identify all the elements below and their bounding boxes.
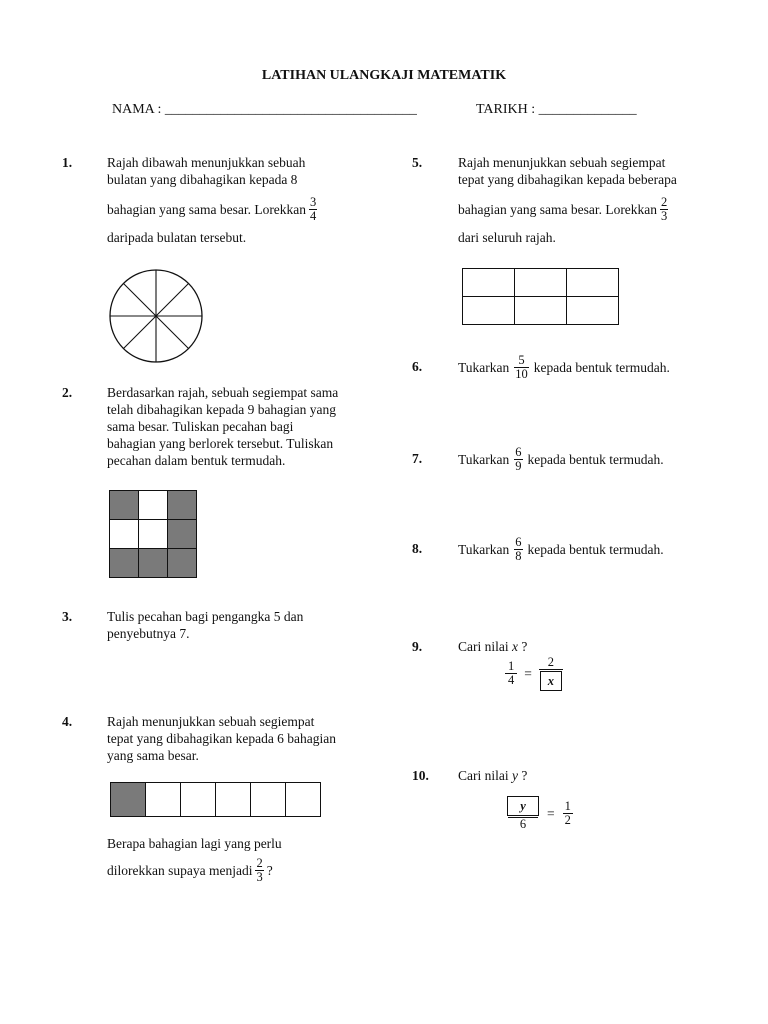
q9-left-denominator: 4 xyxy=(505,673,517,687)
q8-post-text: kepada bentuk termudah. xyxy=(527,541,664,557)
q1-text-line1: Rajah dibawah menunjukkan sebuah xyxy=(107,155,306,170)
q5-cell[interactable] xyxy=(567,297,619,325)
q4-blank-cell[interactable] xyxy=(146,783,181,817)
q2-shaded-cell xyxy=(139,549,168,578)
q9-right-fraction xyxy=(539,656,563,691)
q5-text-line2: tepat yang dibahagikan kepada beberapa xyxy=(458,172,677,187)
q9-equals-sign: = xyxy=(524,665,532,681)
q2-blank-cell xyxy=(139,520,168,549)
q3-number: 3. xyxy=(62,609,73,624)
q1-text-line2: bulatan yang dibahagikan kepada 8 xyxy=(107,172,298,187)
q5-fraction-numerator: 2 xyxy=(661,194,668,209)
q7-fraction-numerator: 6 xyxy=(515,444,522,459)
q4-blank-cell[interactable] xyxy=(181,783,216,817)
q5-cell[interactable] xyxy=(515,269,567,297)
q2-square-grid xyxy=(109,490,197,578)
q10-prompt: Cari nilai xyxy=(458,768,509,783)
q3-text-line1: Tulis pecahan bagi pengangka 5 dan xyxy=(107,609,304,624)
q10-right-denominator: 2 xyxy=(564,813,571,827)
q2-text-line2: telah dibahagikan kepada 9 bahagian yang xyxy=(107,402,337,417)
q2-shaded-cell xyxy=(110,491,139,520)
q2-blank-cell xyxy=(110,520,139,549)
q4-number: 4. xyxy=(62,714,73,729)
q4-text-line5 xyxy=(107,852,273,888)
q5-cell[interactable] xyxy=(463,297,515,325)
q9-left-fraction xyxy=(505,660,517,687)
q1-line3-text: bahagian yang sama besar. Lorekkan xyxy=(107,201,307,217)
worksheet-title: LATIHAN ULANGKAJI MATEMATIK xyxy=(261,68,507,83)
q4-line5-text: dilorekkan supaya menjadi xyxy=(107,862,253,878)
q5-text-line3 xyxy=(458,192,671,226)
q7-number: 7. xyxy=(412,451,423,466)
q2-text-line4: bahagian yang berlorek tersebut. Tuliskan xyxy=(107,436,334,451)
q6-text xyxy=(458,349,670,385)
q10-left-fraction xyxy=(507,796,539,831)
q1-fraction-numerator: 3 xyxy=(310,194,317,209)
q6-fraction-denominator: 10 xyxy=(515,366,528,381)
q8-number: 8. xyxy=(412,541,423,556)
q5-text-line1: Rajah menunjukkan sebuah segiempat xyxy=(458,155,666,170)
q6-post-text: kepada bentuk termudah. xyxy=(533,359,670,375)
q9-right-numerator: 2 xyxy=(547,655,554,669)
q7-text xyxy=(458,441,664,477)
q9-number: 9. xyxy=(412,639,423,654)
q1-text-line4: daripada bulatan tersebut. xyxy=(107,230,247,245)
q5-rectangle-grid xyxy=(462,268,619,325)
q1-fraction-denominator: 4 xyxy=(310,208,317,223)
q5-fraction-denominator: 3 xyxy=(661,208,668,223)
q8-fraction-denominator: 8 xyxy=(515,548,522,563)
q4-shaded-cell xyxy=(111,783,146,817)
q6-pre-text: Tukarkan xyxy=(458,359,510,375)
q7-fraction-denominator: 9 xyxy=(515,458,522,473)
q8-text xyxy=(458,531,664,567)
q4-fraction-numerator: 2 xyxy=(256,855,263,870)
q7-post-text: kepada bentuk termudah. xyxy=(527,451,664,467)
q10-question-mark: ? xyxy=(521,768,528,783)
q8-fraction-numerator: 6 xyxy=(515,534,522,549)
q4-fraction-denominator: 3 xyxy=(256,869,263,884)
q2-text-line3: sama besar. Tuliskan pecahan bagi xyxy=(107,419,294,434)
q9-variable: x xyxy=(512,639,518,654)
q1-fraction xyxy=(309,196,317,223)
q2-text-line1: Berdasarkan rajah, sebuah segiempat sama xyxy=(107,385,339,400)
q10-text xyxy=(458,767,527,784)
q5-line3-text: bahagian yang sama besar. Lorekkan xyxy=(458,201,658,217)
q10-equals-sign: = xyxy=(547,805,555,821)
name-field[interactable]: NAMA : ____________________________________ xyxy=(112,102,417,117)
q3-text-line2: penyebutnya 7. xyxy=(107,626,190,641)
q10-equation xyxy=(504,796,576,831)
q5-text-line4: dari seluruh rajah. xyxy=(458,230,556,245)
q4-text-line3: yang sama besar. xyxy=(107,748,199,763)
q5-cell[interactable] xyxy=(515,297,567,325)
q1-text-line3 xyxy=(107,192,320,226)
q10-left-numerator xyxy=(507,796,539,817)
q10-variable: y xyxy=(512,768,518,783)
q9-right-denominator xyxy=(539,669,563,691)
q4-text-line2: tepat yang dibahagikan kepada 6 bahagian xyxy=(107,731,337,746)
q9-left-numerator: 1 xyxy=(508,659,515,673)
q9-text xyxy=(458,638,527,655)
q4-blank-cell[interactable] xyxy=(216,783,251,817)
q9-answer-box[interactable]: x xyxy=(540,671,562,691)
q5-cell[interactable] xyxy=(463,269,515,297)
q2-shaded-cell xyxy=(168,549,197,578)
q9-prompt: Cari nilai xyxy=(458,639,509,654)
q10-right-numerator: 1 xyxy=(564,799,571,813)
q5-cell[interactable] xyxy=(567,269,619,297)
q10-number: 10. xyxy=(412,768,429,783)
q6-fraction xyxy=(514,354,529,381)
q4-blank-cell[interactable] xyxy=(251,783,286,817)
q6-fraction-numerator: 5 xyxy=(518,352,525,367)
q1-circle-diagram xyxy=(108,268,204,364)
q8-pre-text: Tukarkan xyxy=(458,541,510,557)
q4-rectangle-strip xyxy=(110,782,321,817)
date-field[interactable]: TARIKH : ______________ xyxy=(476,102,637,117)
q2-shaded-cell xyxy=(168,491,197,520)
q4-text-line1: Rajah menunjukkan sebuah segiempat xyxy=(107,714,315,729)
q9-equation xyxy=(502,656,566,691)
q2-shaded-cell xyxy=(110,549,139,578)
q7-pre-text: Tukarkan xyxy=(458,451,510,467)
q8-fraction xyxy=(514,536,522,563)
q4-blank-cell[interactable] xyxy=(286,783,321,817)
q10-right-fraction xyxy=(563,800,573,827)
q6-number: 6. xyxy=(412,359,423,374)
q4-fraction xyxy=(255,857,263,884)
q4-question-mark: ? xyxy=(266,862,273,878)
q2-text-line5: pecahan dalam bentuk termudah. xyxy=(107,453,286,468)
q7-fraction xyxy=(514,446,522,473)
q2-blank-cell xyxy=(139,491,168,520)
q2-shaded-cell xyxy=(168,520,197,549)
q10-left-denominator: 6 xyxy=(508,817,538,831)
q4-text-line4: Berapa bahagian lagi yang perlu xyxy=(107,836,282,851)
q9-question-mark: ? xyxy=(521,639,528,654)
q5-fraction xyxy=(660,196,668,223)
q5-number: 5. xyxy=(412,155,423,170)
q10-answer-box[interactable]: y xyxy=(507,796,539,816)
q2-number: 2. xyxy=(62,385,73,400)
q1-number: 1. xyxy=(62,155,73,170)
